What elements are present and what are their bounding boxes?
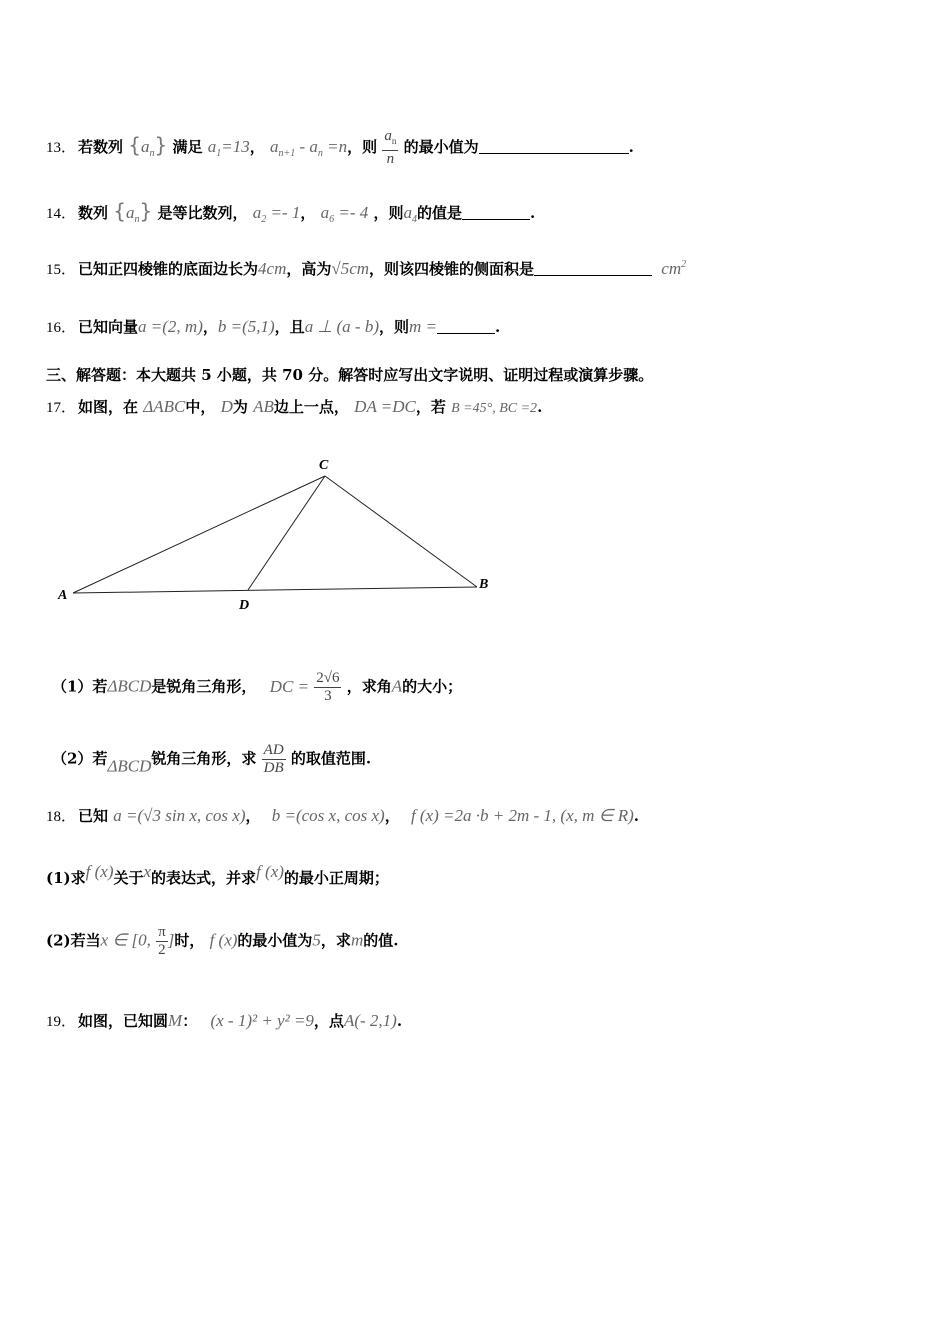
label-d: D bbox=[239, 598, 250, 613]
answer-blank[interactable] bbox=[534, 261, 652, 276]
fraction-ad-over-db: $\frac{AD}{DB}$ bbox=[263, 742, 284, 776]
fraction-2sqrt6-over-3: $\frac{2√6}{3}$ bbox=[316, 670, 340, 704]
question-19: 19． 如图，已知圆M： (x - 1)² + y² =9，点A(- 2,1). bbox=[46, 1011, 403, 1030]
label-b: B bbox=[479, 577, 489, 592]
answer-blank[interactable] bbox=[437, 319, 495, 334]
label-a: A bbox=[58, 588, 68, 603]
answer-blank[interactable] bbox=[462, 205, 530, 220]
question-13: 13． 若数列 $\{a_n\}$ 满足 $a_1=13$， $a_{n+1} - a_n =n$，则 $\frac{a_n}{n}$ 的最小值为 . bbox=[46, 128, 634, 167]
question-17-part-2: （2）若ΔBCD锐角三角形，求 $\frac{AD}{DB}$ 的取值范围. bbox=[52, 742, 372, 776]
question-17-part-1: （1）若ΔBCD是锐角三角形， DC = $\frac{2√6}{3}$ ，求角A的大小； bbox=[52, 670, 463, 704]
question-number: 13． bbox=[46, 140, 77, 156]
question-18: 18． 已知 a =(√3 sin x, cos x)， b =(cos x, cos x)， f (x) =2a ·b + 2m - 1, (x, m ∈ R). bbox=[46, 806, 639, 825]
question-17: 17． 如图，在 ΔABC中， D为 AB边上一点， DA =DC，若 B =45°, BC =2. bbox=[46, 397, 543, 416]
question-14: 14． 数列 $\{a_n\}$ 是等比数列， $a_2 =- 1$， $a_6 =- 4$ ，则$a_4$的值是 . bbox=[46, 199, 536, 225]
question-16: 16． 已知向量a =(2, m)，b =(5,1)，且a ⊥ (a - b)，则m = . bbox=[46, 317, 501, 336]
section-heading: 三、解答题：本大题共 5 小题，共 70 分。解答时应写出文字说明、证明过程或演算步骤。 bbox=[46, 366, 654, 384]
question-18-part-1: (1)求f (x)关于x的表达式，并求f (x)的最小正周期； bbox=[46, 862, 389, 887]
fraction-pi-over-2: $\frac{\pi}{2}$ bbox=[158, 924, 166, 958]
question-18-part-2: (2)若当x ∈ [0, $\frac{\pi}{2}$ ]时， f (x)的最小值为5，求m的值. bbox=[46, 924, 399, 958]
fraction-an-over-n: $\frac{a_n}{n}$ bbox=[384, 128, 397, 167]
answer-blank[interactable] bbox=[479, 139, 629, 154]
triangle-figure bbox=[40, 450, 510, 620]
label-c: C bbox=[319, 458, 329, 473]
question-15: 15． 已知正四棱锥的底面边长为4cm，高为√5cm，则该四棱锥的侧面积是 $cm^2$ bbox=[46, 259, 687, 278]
